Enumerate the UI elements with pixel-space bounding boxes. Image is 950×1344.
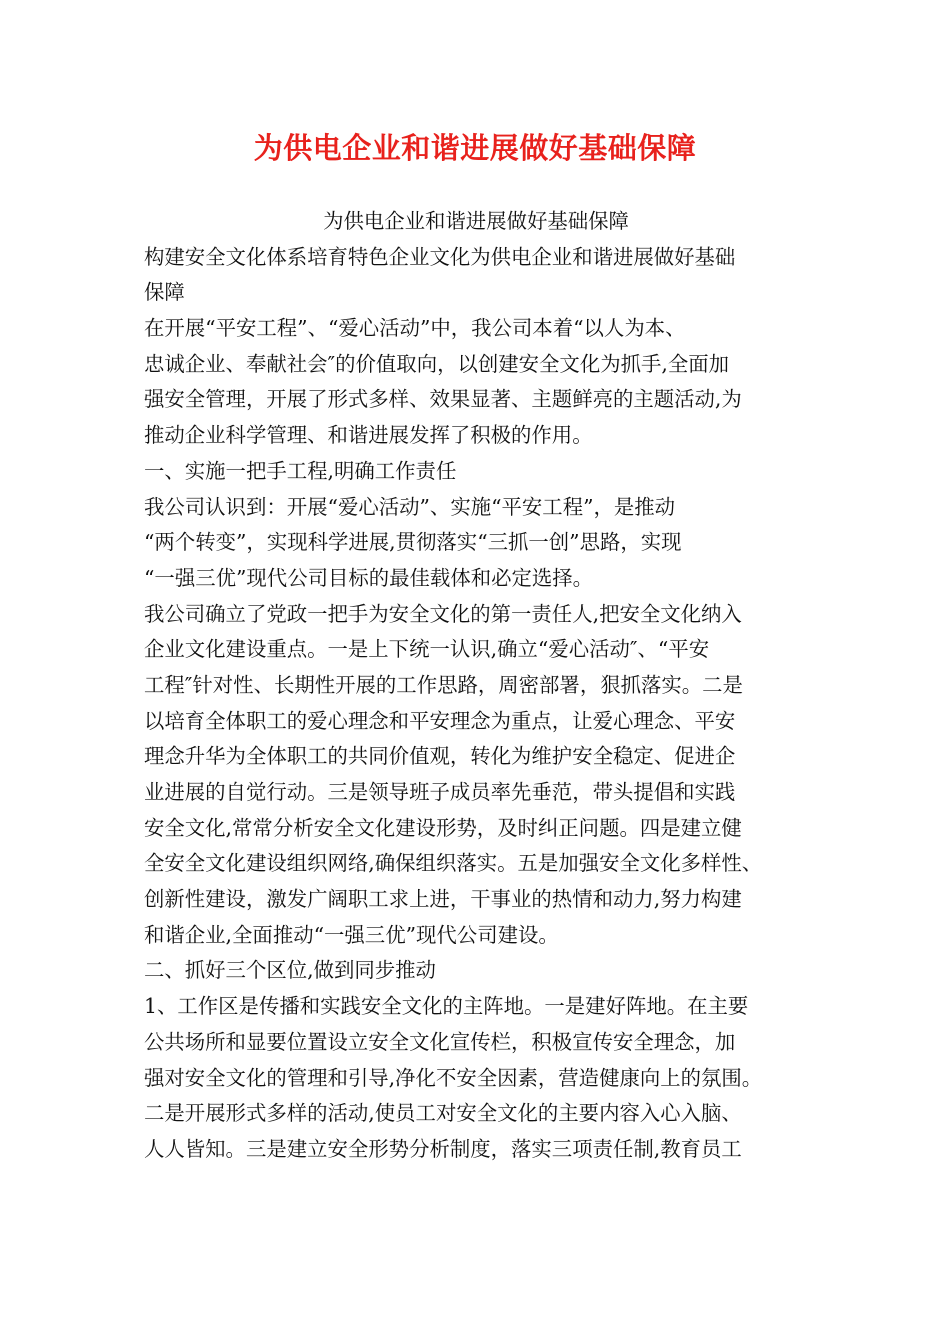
text-line: 工程″针对性、长期性开展的工作思路，周密部署，狠抓落实。二是 [144,672,743,697]
text-line: 保障 [144,280,185,305]
text-line: 理念升华为全体职工的共同价值观，转化为维护安全稳定、促进企 [144,744,736,769]
text-line: 强安全管理，开展了形式多样、效果显著、主题鲜亮的主题活动,为 [144,387,742,412]
text-line: 全安全文化建设组织网络,确保组织落实。五是加强安全文化多样性、 [144,851,763,876]
text-line: 忠诚企业、奉献社会″的价值取向，以创建安全文化为抓手,全面加 [144,351,730,376]
text-line: “两个转变”，实现科学进展,贯彻落实“三抓一创”思路，实现 [144,530,682,555]
text-line: 以培育全体职工的爱心理念和平安理念为重点，让爱心理念、平安 [144,708,736,733]
text-line: 人人皆知。三是建立安全形势分析制度，落实三项责任制,教育员工 [144,1136,742,1161]
text-line: 我公司认识到：开展“爱心活动”、实施“平安工程”，是推动 [144,494,676,519]
text-line: 强对安全文化的管理和引导,净化不安全因素，营造健康向上的氛围。 [144,1065,763,1090]
text-line: 我公司确立了党政一把手为安全文化的第一责任人,把安全文化纳入 [144,601,742,626]
text-line: 公共场所和显要位置设立安全文化宣传栏，积极宣传安全理念，加 [144,1029,736,1054]
section-heading: 一、实施一把手工程,明确工作责任 [144,458,457,483]
document-body [144,204,808,1168]
text-line: 构建安全文化体系培育特色企业文化为供电企业和谐进展做好基础 [144,244,736,269]
text-line: 企业文化建设重点。一是上下统一认识,确立“爱心活动″、“平安 [144,637,710,662]
section-heading: 二、抓好三个区位,做到同步推动 [144,958,436,983]
text-line: 业进展的自觉行动。三是领导班子成员率先垂范，带头提倡和实践 [144,780,736,804]
text-line: 推动企业科学管理、和谐进展发挥了积极的作用。 [144,423,593,448]
subtitle-line: 为供电企业和谐进展做好基础保障 [323,209,629,233]
text-line: “一强三优”现代公司目标的最佳载体和必定选择。 [144,565,594,590]
text-line: 和谐企业,全面推动“一强三优”现代公司建设。 [144,922,559,947]
text-line: 在开展“平安工程”、“爱心活动”中，我公司本着“以人为本、 [144,316,686,341]
text-line: 创新性建设，激发广阔职工求上进，干事业的热情和动力,努力构建 [144,887,742,912]
text-line: 二是开展形式多样的活动,使员工对安全文化的主要内容入心入脑、 [144,1101,742,1126]
text-line: 安全文化,常常分析安全文化建设形势，及时纠正问题。四是建立健 [144,815,742,840]
document-title: 为供电企业和谐进展做好基础保障 [253,131,697,165]
text-line: 1、工作区是传播和实践安全文化的主阵地。一是建好阵地。在主要 [144,994,749,1019]
